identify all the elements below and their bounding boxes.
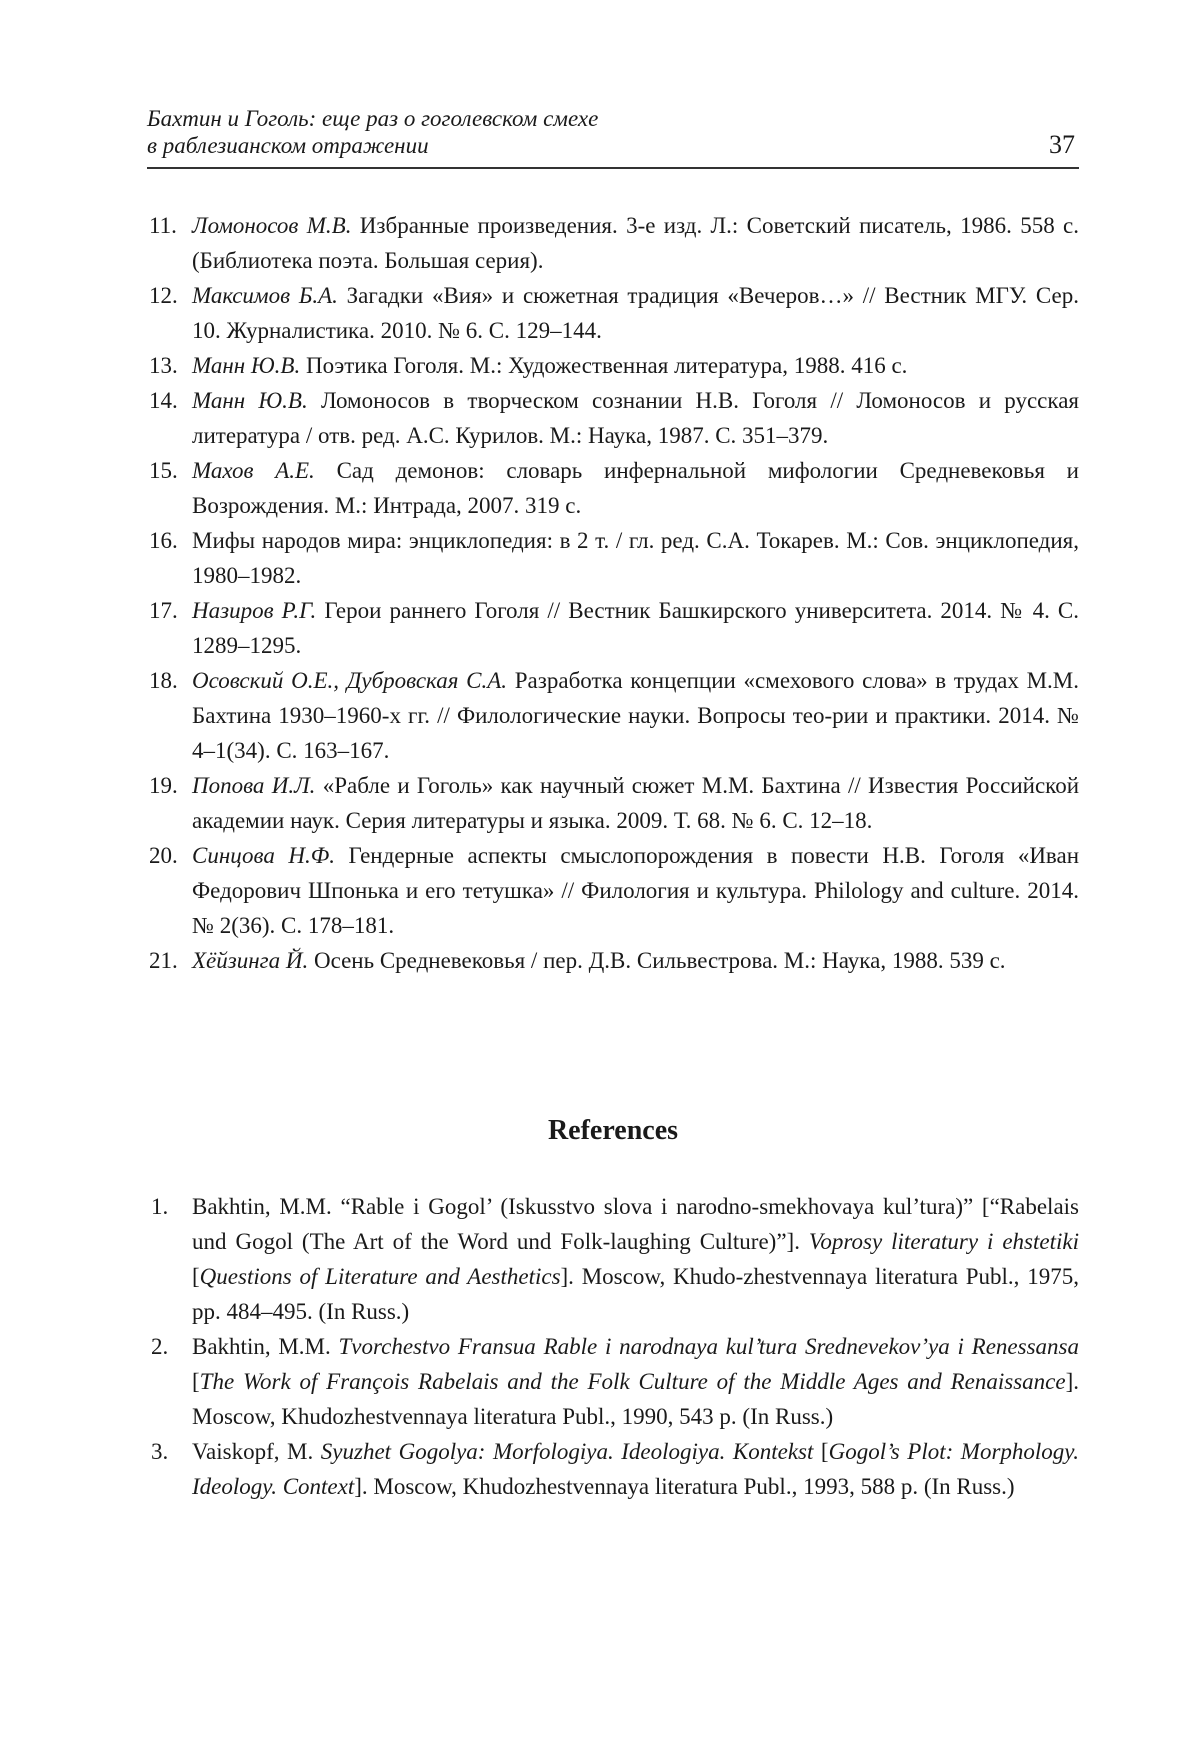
reference-number: 13. <box>149 353 178 378</box>
reference-number: 17. <box>149 598 178 623</box>
reference-text: Избранные произведения. 3-е изд. Л.: Советский писатель, 1986. 558 с. (Библиотека поэта. Большая серия). <box>192 213 1080 273</box>
reference-title-italic: Questions of Literature and Aesthetics <box>199 1264 561 1289</box>
reference-author: Осовский О.Е., Дубровская С.А. <box>192 668 508 693</box>
reference-title-italic: Gogol’s Plot: Morphology. Ideology. Context <box>192 1439 1079 1499</box>
reference-item <box>147 383 1079 453</box>
reference-author: Хёйзинга Й. <box>192 948 309 973</box>
reference-title-italic: Tvorchestvo Fransua Rable i narodnaya kul’tura Srednevekov’ya i Renessansa <box>338 1334 1079 1359</box>
reference-text: ]. Moscow, Khudo-zhestvennaya literatura Publ., 1975, pp. 484–495. (In Russ.) <box>192 1264 1079 1324</box>
reference-author: Синцова Н.Ф. <box>192 843 336 868</box>
reference-item <box>147 838 1079 943</box>
reference-item <box>147 278 1079 348</box>
reference-item <box>147 348 1079 383</box>
reference-number: 1. <box>151 1194 169 1219</box>
reference-list-russian <box>147 208 1079 978</box>
reference-number: 15. <box>149 458 178 483</box>
reference-list-english <box>147 1189 1079 1504</box>
reference-author: Назиров Р.Г. <box>192 598 317 623</box>
reference-item <box>147 663 1079 768</box>
running-title-line2: в раблезианском отражении <box>147 133 429 158</box>
reference-number: 3. <box>151 1439 169 1464</box>
reference-number: 16. <box>149 528 178 553</box>
reference-author: Попова И.Л. <box>192 773 316 798</box>
reference-text: Ломоносов в творческом сознании Н.В. Гоголя // Ломоносов и русская литература / отв. ред. А.С. Курилов. М.: Наука, 1987. С. 351–379. <box>192 388 1079 448</box>
reference-item <box>147 523 1079 593</box>
reference-title-italic: The Work of François Rabelais and the Folk Culture of the Middle Ages and Renaissance <box>199 1369 1066 1394</box>
reference-author: Ломоносов М.В. <box>192 213 352 238</box>
reference-number: 18. <box>149 668 178 693</box>
reference-text: ]. Moscow, Khudozhestvennaya literatura Publ., 1993, 588 p. (In Russ.) <box>354 1474 1015 1499</box>
reference-number: 14. <box>149 388 178 413</box>
reference-author: Манн Ю.В. <box>192 353 301 378</box>
reference-number: 21. <box>149 948 178 973</box>
reference-title-italic: Voprosy literatury i ehstetiki <box>808 1229 1079 1254</box>
running-title <box>147 105 598 159</box>
reference-text: Bakhtin, M.M. “Rable i Gogol’ (Iskusstvo slova i narodno-smekhovaya kul’tura)” [“Rabelais und Gogol (The Art of the Word und Folk-laughing Culture)”]. <box>192 1194 1079 1254</box>
reference-title-italic: Syuzhet Gogolya: Morfologiya. Ideologiya. Kontekst <box>320 1439 814 1464</box>
reference-item <box>147 1329 1079 1434</box>
reference-text: «Рабле и Гоголь» как научный сюжет М.М. Бахтина // Известия Российской академии наук. Серия литературы и языка. 2009. Т. 68. № 6. С. 12–18. <box>192 773 1080 833</box>
reference-number: 20. <box>149 843 178 868</box>
reference-text: [ <box>192 1264 200 1289</box>
reference-text: Bakhtin, M.M. <box>192 1334 339 1359</box>
reference-item <box>147 1434 1079 1504</box>
page-number: 37 <box>1049 130 1075 159</box>
running-header <box>147 103 1079 169</box>
reference-item <box>147 1189 1079 1329</box>
reference-text: Поэтика Гоголя. М.: Художественная литература, 1988. 416 с. <box>300 353 908 378</box>
reference-number: 19. <box>149 773 178 798</box>
references-heading: References <box>547 1115 679 1146</box>
reference-item <box>147 453 1079 523</box>
reference-author: Манн Ю.В. <box>192 388 308 413</box>
running-title-line1: Бахтин и Гоголь: еще раз о гоголевском смехе <box>147 106 599 131</box>
reference-text: [ <box>813 1439 829 1464</box>
reference-text: Осень Средневековья / пер. Д.В. Сильвестрова. М.: Наука, 1988. 539 с. <box>308 948 1006 973</box>
reference-text: Vaiskopf, M. <box>192 1439 321 1464</box>
reference-number: 12. <box>149 283 178 308</box>
reference-text: Мифы народов мира: энциклопедия: в 2 т. / гл. ред. С.А. Токарев. М.: Сов. энциклопедия, 1980–1982. <box>192 528 1079 588</box>
reference-number: 2. <box>151 1334 169 1359</box>
reference-item <box>147 943 1079 978</box>
reference-text: Герои раннего Гоголя // Вестник Башкирского университета. 2014. № 4. С. 1289–1295. <box>192 598 1080 658</box>
reference-text: Сад демонов: словарь инфернальной мифологии Средневековья и Возрождения. М.: Интрада, 2007. 319 с. <box>192 458 1079 518</box>
reference-text: Загадки «Вия» и сюжетная традиция «Вечеров…» // Вестник МГУ. Сер. 10. Журналистика. 2010. № 6. С. 129–144. <box>192 283 1079 343</box>
reference-item <box>147 593 1079 663</box>
reference-text: ]. Moscow, Khudozhestvennaya literatura Publ., 1990, 543 p. (In Russ.) <box>192 1369 1079 1429</box>
reference-item <box>147 208 1079 278</box>
reference-text: Разработка концепции «смехового слова» в трудах М.М. Бахтина 1930–1960-х гг. // Филологические науки. Вопросы тео-рии и практики. 2014. № 4–1(34). С. 163–167. <box>192 668 1080 763</box>
reference-text: Гендерные аспекты смыслопорождения в повести Н.В. Гоголя «Иван Федорович Шпонька и его тетушка» // Филология и культура. Philology and culture. 2014. № 2(36). С. 178–181. <box>192 843 1080 938</box>
reference-author: Махов А.Е. <box>192 458 315 483</box>
reference-number: 11. <box>149 213 177 238</box>
reference-item <box>147 768 1079 838</box>
reference-text: [ <box>192 1369 200 1394</box>
reference-author: Максимов Б.А. <box>192 283 338 308</box>
